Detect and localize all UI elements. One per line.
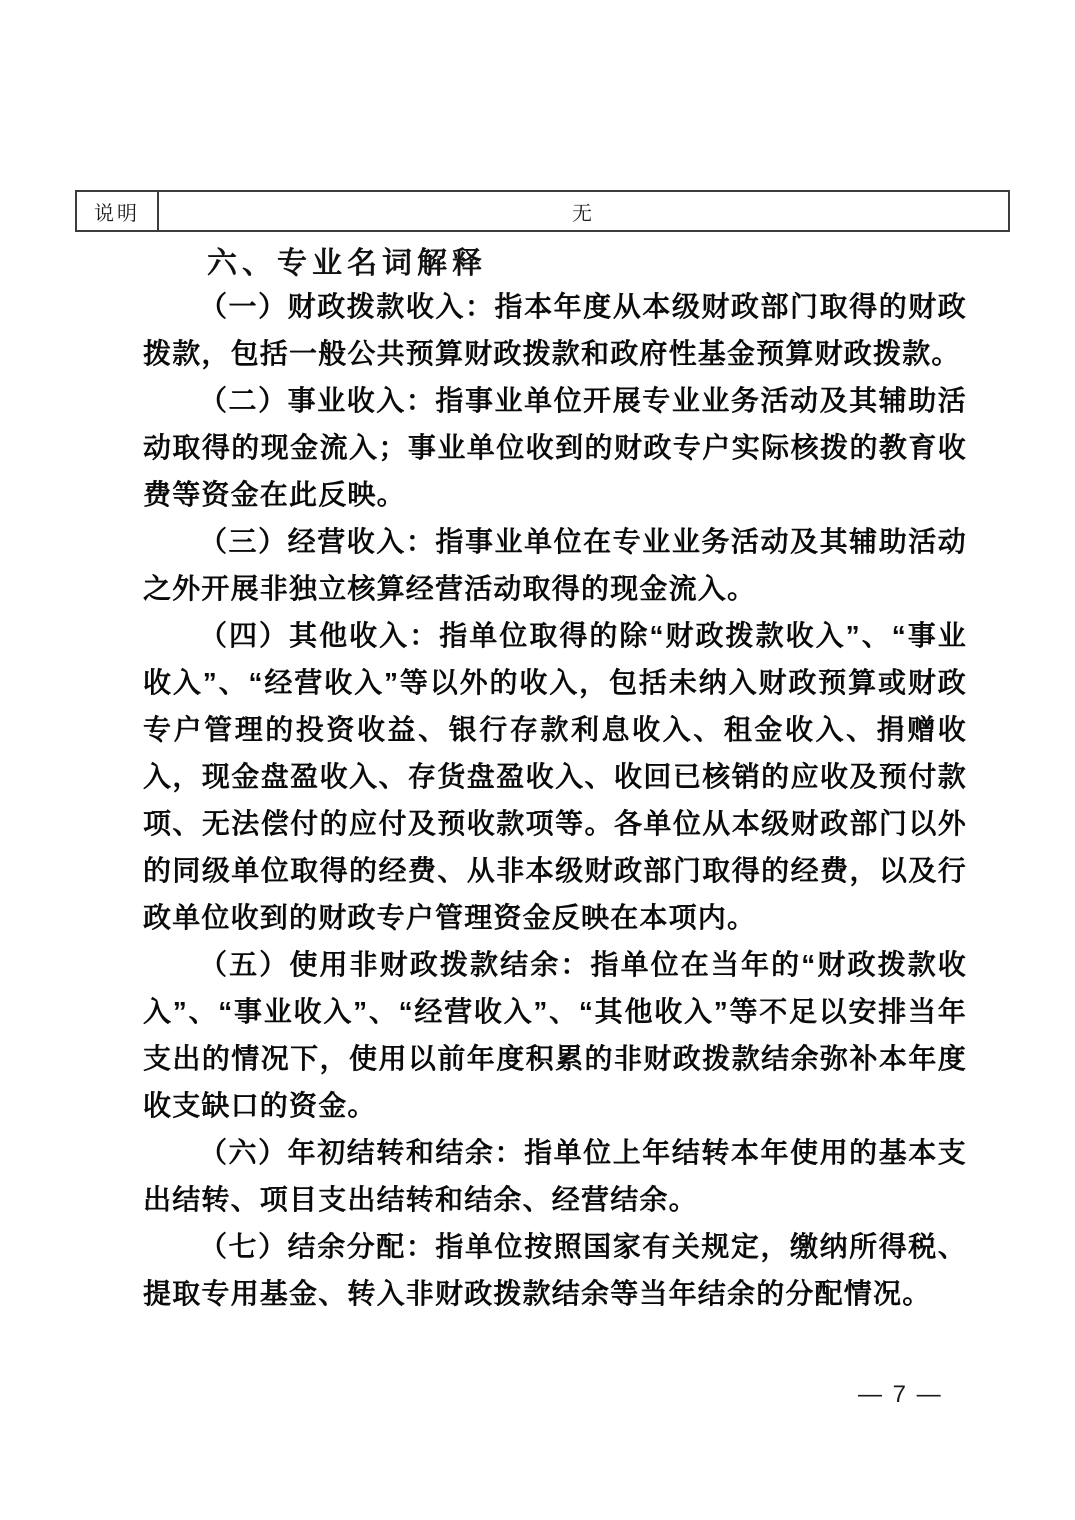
section-heading: 六、专业名词解释: [207, 247, 487, 280]
note-table-row: [76, 191, 1009, 231]
note-label-cell: 说明: [76, 191, 158, 231]
definition-paragraph-7: （七）结余分配：指单位按照国家有关规定，缴纳所得税、提取专用基金、转入非财政拨款结余等当年结余的分配情况。: [143, 1231, 967, 1309]
note-value-cell: 无: [158, 191, 1009, 231]
definition-paragraph-5: （五）使用非财政拨款结余：指单位在当年的“财政拨款收入”、“事业收入”、“经营收入”、“其他收入”等不足以安排当年支出的情况下，使用以前年度积累的非财政拨款结余弥补本年度收支缺口的资金。: [143, 949, 967, 1121]
page-number: — 7 —: [858, 1381, 943, 1408]
definition-paragraph-3: （三）经营收入：指事业单位在专业业务活动及其辅助活动之外开展非独立核算经营活动取得的现金流入。: [143, 526, 967, 604]
definitions-body: [143, 283, 967, 1317]
note-table: [75, 190, 1010, 232]
definition-paragraph-1: （一）财政拨款收入：指本年度从本级财政部门取得的财政拨款，包括一般公共预算财政拨款和政府性基金预算财政拨款。: [143, 291, 967, 369]
definition-paragraph-6: （六）年初结转和结余：指单位上年结转本年使用的基本支出结转、项目支出结转和结余、经营结余。: [143, 1137, 967, 1215]
definition-paragraph-2: （二）事业收入：指事业单位开展专业业务活动及其辅助活动取得的现金流入；事业单位收到的财政专户实际核拨的教育收费等资金在此反映。: [143, 385, 967, 510]
definition-paragraph-4: （四）其他收入：指单位取得的除“财政拨款收入”、“事业收入”、“经营收入”等以外的收入，包括未纳入财政预算或财政专户管理的投资收益、银行存款利息收入、租金收入、捐赠收入，现金盘盈收入、存货盘盈收入、收回已核销的应收及预付款项、无法偿付的应付及预收款项等。各单位从本级财政部门以外的同级单位取得的经费、从非本级财政部门取得的经费，以及行政单位收到的财政专户管理资金反映在本项内。: [143, 620, 967, 933]
